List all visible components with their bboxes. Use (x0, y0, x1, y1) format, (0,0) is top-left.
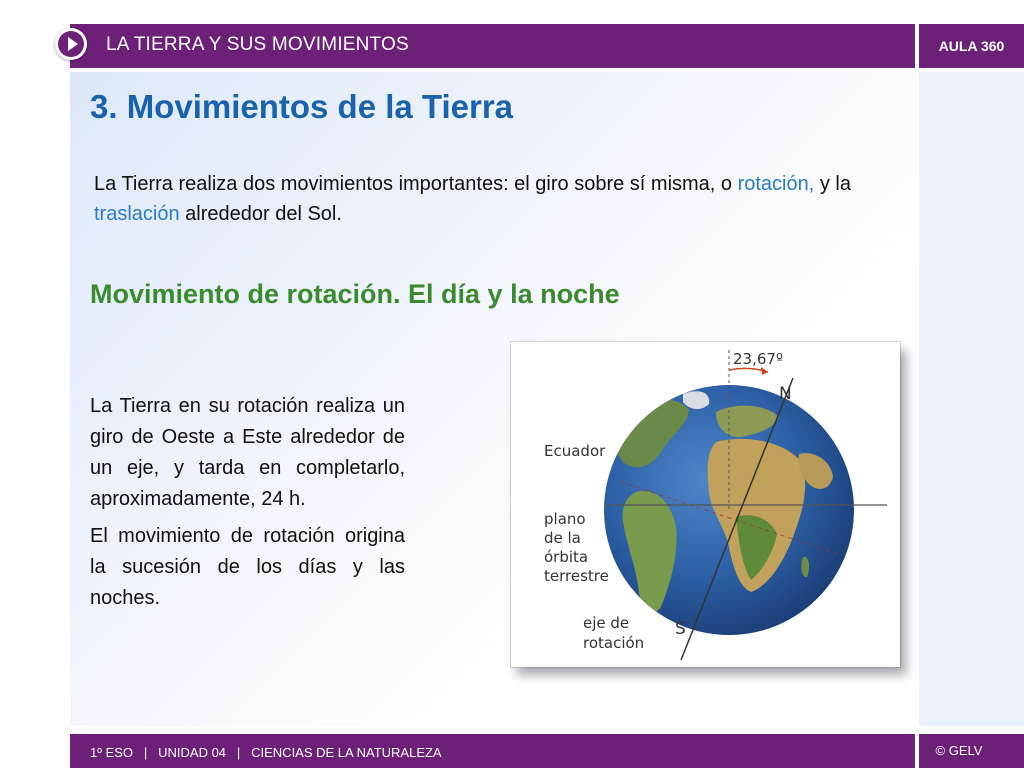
north-label: N (779, 384, 792, 404)
plano-label-2: de la (544, 529, 581, 547)
angle-label: 23,67º (733, 350, 784, 368)
footer-course: 1º ESO (90, 745, 134, 760)
footer-unit: UNIDAD 04 (158, 745, 227, 760)
eje-label-2: rotación (583, 634, 645, 652)
plano-label-3: órbita (544, 548, 589, 566)
intro-paragraph (94, 169, 894, 229)
plano-label-4: terrestre (544, 567, 609, 585)
south-label: S (675, 619, 686, 639)
right-sidebar-strip (919, 72, 1024, 726)
footer-separator: | (143, 745, 148, 760)
rotacion-term: rotación, (737, 173, 815, 195)
play-icon (55, 28, 87, 60)
body-paragraph-2: El movimiento de rotación origina la sucesión de los días y las noches. (90, 525, 405, 609)
play-button[interactable] (55, 28, 87, 60)
footer-breadcrumb (90, 745, 442, 760)
footer-copyright: © GELV (935, 743, 983, 758)
earth-diagram (511, 342, 900, 667)
header-title: LA TIERRA Y SUS MOVIMIENTOS (106, 34, 409, 55)
intro-text-3: alrededor del Sol. (179, 203, 342, 225)
page-title: 3. Movimientos de la Tierra (90, 88, 514, 125)
plano-label-1: plano (544, 510, 586, 528)
madagascar (801, 557, 809, 577)
section-subtitle: Movimiento de rotación. El día y la noche (90, 279, 620, 309)
intro-text-1: La Tierra realiza dos movimientos importantes: el giro sobre sí misma, o (94, 173, 738, 195)
left-margin-strip (0, 0, 70, 768)
ecuador-label: Ecuador (544, 442, 606, 460)
eje-label-1: eje de (583, 614, 630, 632)
footer-subject: CIENCIAS DE LA NATURALEZA (251, 745, 442, 760)
footer-separator: | (236, 745, 241, 760)
body-paragraph-1: La Tierra en su rotación realiza un giro de Oeste a Este alrededor de un eje, y tarda en completarlo, aproximadamente, 24 h. (90, 395, 405, 510)
earth-rotation-figure (511, 342, 900, 667)
traslacion-term: traslación (94, 203, 180, 225)
intro-text-2: y la (814, 173, 851, 195)
body-text (90, 391, 405, 620)
aula-label: AULA 360 (938, 38, 1005, 54)
